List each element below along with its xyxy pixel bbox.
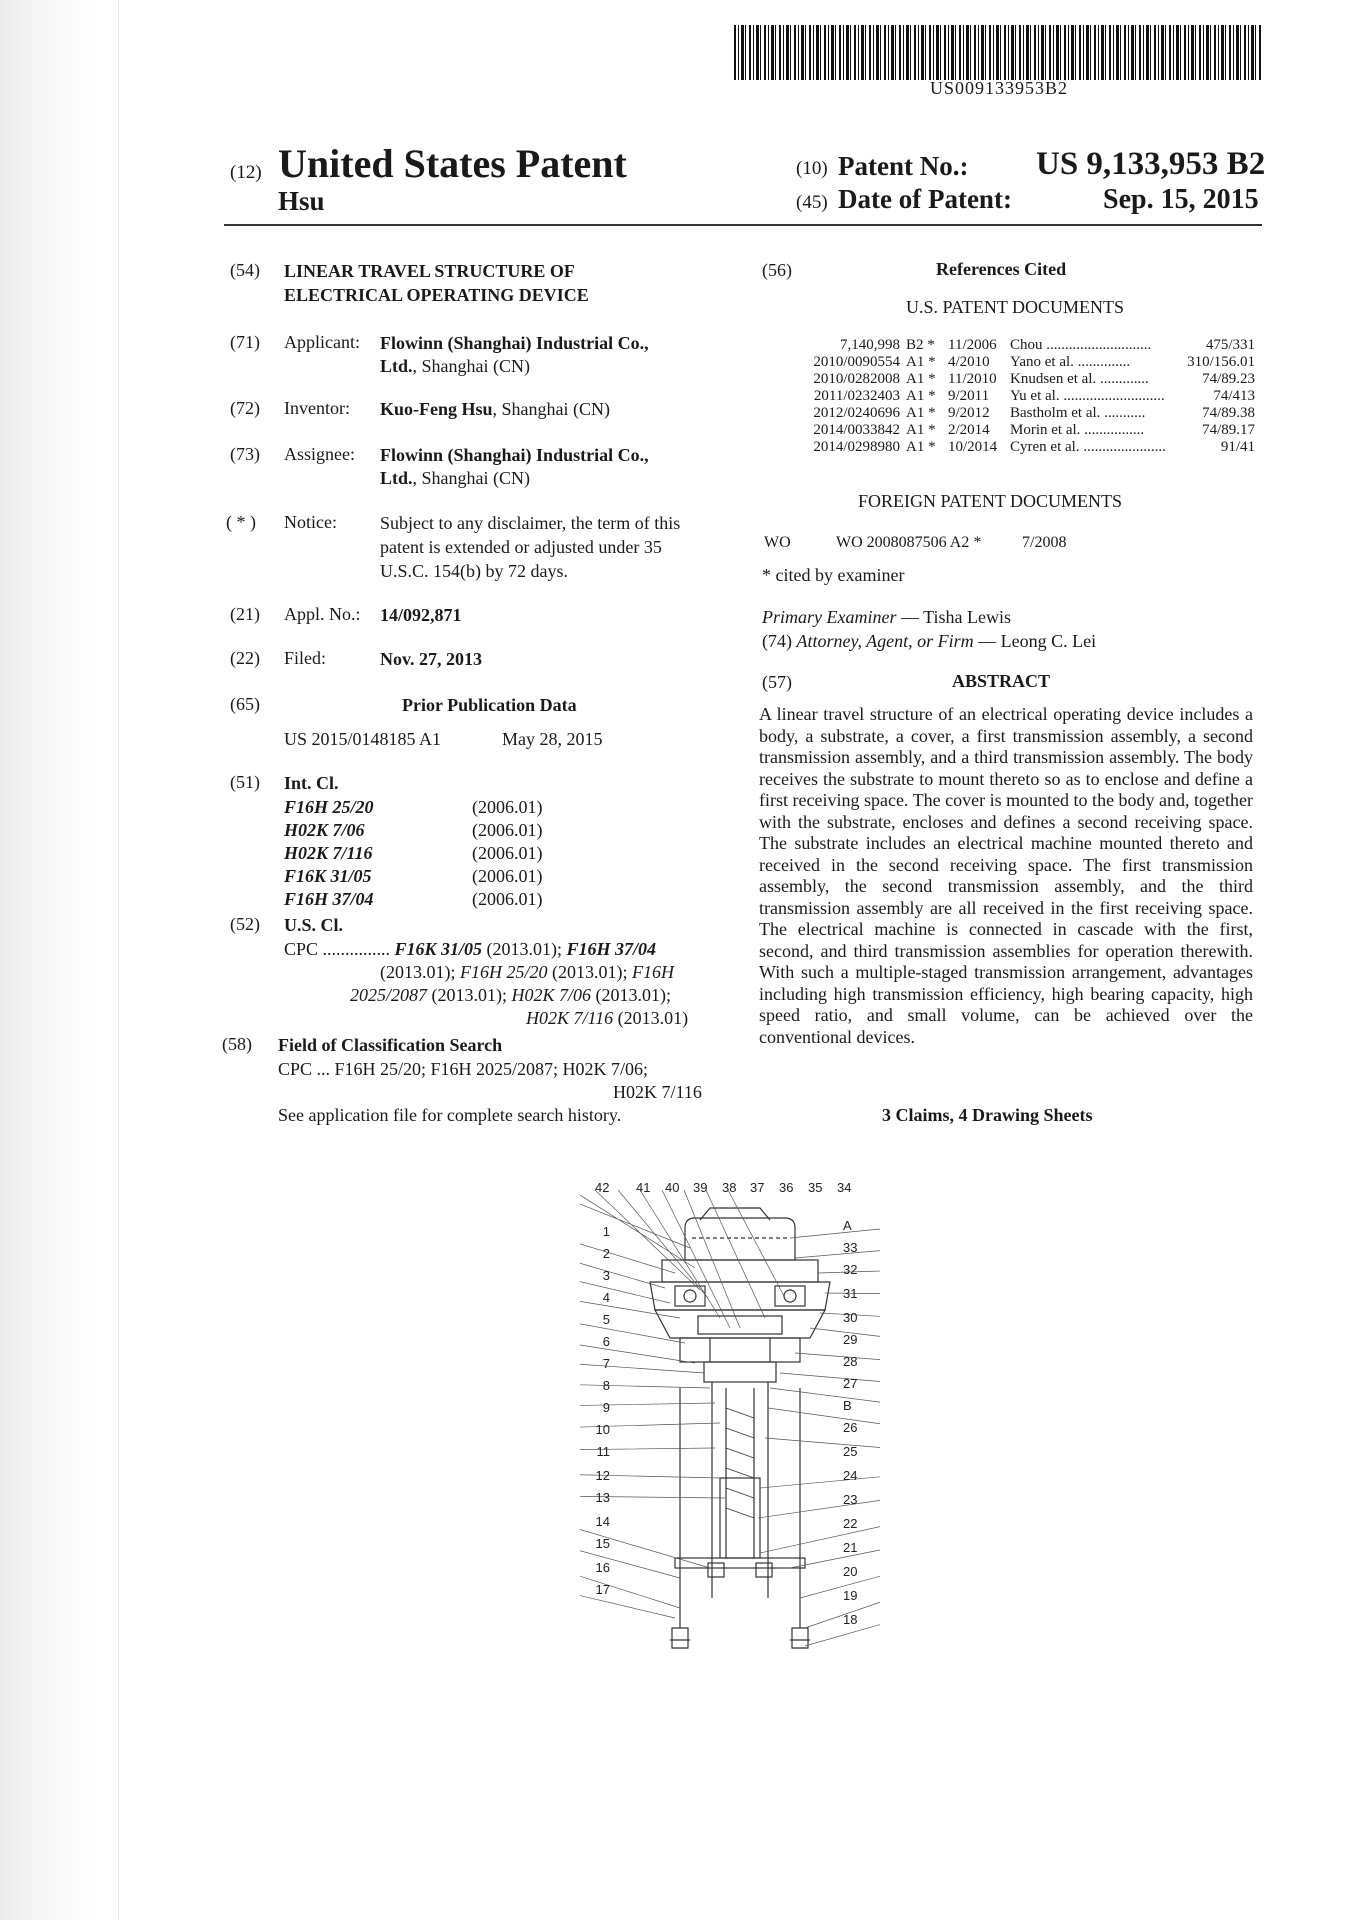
cpc-line-1 xyxy=(284,938,656,960)
callout-top: 39 xyxy=(693,1180,708,1195)
assignee-location: , Shanghai (CN) xyxy=(412,468,530,488)
bearing-housing xyxy=(680,1338,800,1362)
filed-label: Filed: xyxy=(284,648,327,668)
attorney-line xyxy=(762,630,1096,652)
reference-number: 2010/0282008 xyxy=(813,371,900,387)
code-71: (71) xyxy=(230,332,260,352)
callout-top: 35 xyxy=(808,1180,823,1195)
cpc-class: F16H xyxy=(632,962,674,982)
code-73: (73) xyxy=(230,444,260,464)
callout-right: B xyxy=(843,1398,852,1413)
reference-leader: ................ xyxy=(1080,422,1145,438)
code-74: (74) xyxy=(762,631,792,651)
int-cl-version: (2006.01) xyxy=(472,866,543,886)
reference-inventor-name: Knudsen et al. xyxy=(1010,371,1097,387)
field-of-search-line-1: CPC ... F16H 25/20; F16H 2025/2087; H02K 7/06; xyxy=(278,1059,649,1079)
appl-no: 14/092,871 xyxy=(380,605,462,625)
date-of-patent-label: Date of Patent: xyxy=(838,184,1012,214)
field-of-search-line-2: H02K 7/116 xyxy=(613,1082,702,1102)
callout-left: 4 xyxy=(602,1290,610,1305)
reference-date: 4/2010 xyxy=(948,354,990,370)
prior-publication-number: US 2015/0148185 A1 xyxy=(284,729,442,749)
code-54: (54) xyxy=(230,260,260,280)
reference-number: 2011/0232403 xyxy=(813,388,900,404)
cited-by-examiner-note: * cited by examiner xyxy=(762,565,905,585)
reference-number: 2012/0240696 xyxy=(813,405,900,421)
code-65: (65) xyxy=(230,694,260,714)
reference-number: 2014/0033842 xyxy=(813,422,900,438)
code-51: (51) xyxy=(230,772,260,792)
reference-class: 475/331 xyxy=(1205,337,1255,353)
callout-top: 34 xyxy=(837,1180,852,1195)
filed-date: Nov. 27, 2013 xyxy=(380,649,483,669)
assignee-name: Flowinn (Shanghai) Industrial Co., xyxy=(380,445,649,465)
callout-right: 30 xyxy=(843,1310,858,1325)
cpc-prefix: CPC ............... xyxy=(284,939,391,959)
front-page-drawing xyxy=(580,1178,880,1668)
notice-line-2: patent is extended or adjusted under 35 xyxy=(380,537,662,557)
reference-date: 11/2010 xyxy=(948,371,997,387)
callout-right: 28 xyxy=(843,1354,858,1369)
callout-top: 36 xyxy=(779,1180,794,1195)
reference-inventor xyxy=(1010,371,1149,388)
callout-left: 7 xyxy=(602,1356,610,1371)
callout-top: 42 xyxy=(595,1180,610,1195)
int-cl-class: F16H 37/04 xyxy=(284,889,374,909)
reference-leader: ............................ xyxy=(1042,337,1152,353)
reference-inventor xyxy=(1010,337,1151,354)
code-45: (45) xyxy=(796,192,828,213)
cpc-version: (2013.01); xyxy=(482,939,567,959)
motor-cover xyxy=(685,1218,795,1260)
callout-right: 19 xyxy=(843,1588,858,1603)
reference-inventor xyxy=(1010,422,1144,439)
reference-number: 2010/0090554 xyxy=(813,354,900,370)
code-72: (72) xyxy=(230,398,260,418)
callout-left: 10 xyxy=(595,1422,610,1437)
cpc-class: F16H 25/20 xyxy=(460,962,548,982)
reference-kind: A1 * xyxy=(906,439,936,455)
callout-left: 2 xyxy=(602,1246,610,1261)
callout-right: 31 xyxy=(843,1286,858,1301)
barcode xyxy=(734,25,1262,80)
cpc-version: (2013.01); xyxy=(427,985,512,1005)
support-rod xyxy=(680,1388,800,1628)
assignee-label: Assignee: xyxy=(284,444,355,464)
callout-right: 20 xyxy=(843,1564,858,1579)
cpc-line-2 xyxy=(380,961,674,983)
reference-leader: ...................... xyxy=(1079,439,1166,455)
callout-right: 23 xyxy=(843,1492,858,1507)
cpc-line-3 xyxy=(350,984,671,1006)
code-21: (21) xyxy=(230,604,260,624)
int-cl-version: (2006.01) xyxy=(472,820,543,840)
reference-inventor-name: Yu et al. xyxy=(1010,388,1060,404)
reference-inventor-name: Yano et al. xyxy=(1010,354,1074,370)
reference-inventor xyxy=(1010,405,1145,422)
code-56: (56) xyxy=(762,260,792,280)
field-of-search-note: See application file for complete search history. xyxy=(278,1105,622,1125)
patent-number: US 9,133,953 B2 xyxy=(1036,146,1266,182)
reference-kind: A1 * xyxy=(906,388,936,404)
int-cl-version: (2006.01) xyxy=(472,889,543,909)
int-cl-class: H02K 7/06 xyxy=(284,820,365,840)
callout-left: 13 xyxy=(595,1490,610,1505)
callout-left: 1 xyxy=(602,1224,610,1239)
foreign-reference-country: WO xyxy=(764,534,791,551)
foreign-patent-documents-heading: FOREIGN PATENT DOCUMENTS xyxy=(858,491,1123,511)
callout-left: 3 xyxy=(602,1268,610,1283)
reference-date: 9/2012 xyxy=(948,405,990,421)
scan-page-edge xyxy=(118,0,119,1920)
reference-leader: ........................... xyxy=(1059,388,1165,404)
code-12: (12) xyxy=(230,162,262,183)
callout-left: 8 xyxy=(602,1378,610,1393)
primary-examiner-name: — Tisha Lewis xyxy=(896,607,1012,627)
reference-class: 74/89.17 xyxy=(1202,422,1255,438)
reference-number: 7,140,998 xyxy=(840,337,900,353)
reference-kind: B2 * xyxy=(906,337,935,353)
callout-right: 25 xyxy=(843,1444,858,1459)
prior-publication-date: May 28, 2015 xyxy=(502,729,603,749)
int-cl-version: (2006.01) xyxy=(472,843,543,863)
field-of-search-heading: Field of Classification Search xyxy=(278,1035,503,1055)
callout-left: 15 xyxy=(595,1536,610,1551)
right-leader-lines xyxy=(758,1226,880,1646)
reference-kind: A1 * xyxy=(906,405,936,421)
notice-line-1: Subject to any disclaimer, the term of this xyxy=(380,513,681,533)
callout-top: 38 xyxy=(722,1180,737,1195)
callout-left: 17 xyxy=(595,1582,610,1597)
reference-date: 11/2006 xyxy=(948,337,997,353)
applicant-name-suffix: Ltd. xyxy=(380,356,413,376)
us-patent-documents-heading: U.S. PATENT DOCUMENTS xyxy=(906,297,1125,317)
int-cl-class: F16H 25/20 xyxy=(284,797,374,817)
reference-kind: A1 * xyxy=(906,371,936,387)
reference-class: 74/89.23 xyxy=(1202,371,1255,387)
callout-left: 6 xyxy=(602,1334,610,1349)
code-58: (58) xyxy=(222,1034,252,1054)
code-10: (10) xyxy=(796,158,828,179)
top-leader-lines xyxy=(580,1190,785,1328)
callout-right: 21 xyxy=(843,1540,858,1555)
inventor-surname: Hsu xyxy=(278,186,325,216)
primary-examiner-line xyxy=(762,606,1011,628)
callout-left: 9 xyxy=(602,1400,610,1415)
inventor-line xyxy=(380,398,610,420)
applicant-location: , Shanghai (CN) xyxy=(412,356,530,376)
patent-no-label: Patent No.: xyxy=(838,151,969,181)
invention-title-line-1: LINEAR TRAVEL STRUCTURE OF xyxy=(284,261,575,281)
foreign-reference-date: 7/2008 xyxy=(1022,534,1067,551)
callout-left: 5 xyxy=(602,1312,610,1327)
cpc-version: (2013.01); xyxy=(547,962,632,982)
callout-right: A xyxy=(843,1218,852,1233)
reference-class: 91/41 xyxy=(1220,439,1255,455)
attorney-name: — Leong C. Lei xyxy=(973,631,1097,651)
reference-class: 310/156.01 xyxy=(1187,354,1255,370)
callout-left: 16 xyxy=(595,1560,610,1575)
callout-top: 37 xyxy=(750,1180,765,1195)
callout-right: 29 xyxy=(843,1332,858,1347)
int-cl-heading: Int. Cl. xyxy=(284,773,339,793)
reference-leader: .............. xyxy=(1073,354,1131,370)
references-cited-heading: References Cited xyxy=(936,259,1067,279)
mounting-foot xyxy=(672,1628,808,1648)
invention-title-line-2: ELECTRICAL OPERATING DEVICE xyxy=(284,285,589,305)
notice-label: Notice: xyxy=(284,512,337,532)
code-52: (52) xyxy=(230,914,260,934)
applicant-name: Flowinn (Shanghai) Industrial Co., xyxy=(380,333,649,353)
inventor-label: Inventor: xyxy=(284,398,350,418)
int-cl-version: (2006.01) xyxy=(472,797,543,817)
callout-right: 32 xyxy=(843,1262,858,1277)
inventor-name: Kuo-Feng Hsu xyxy=(380,399,493,419)
reference-class: 74/413 xyxy=(1213,388,1255,404)
code-notice: ( * ) xyxy=(226,512,256,532)
cpc-class: 2025/2087 xyxy=(350,985,428,1005)
cpc-class: F16H 37/04 xyxy=(566,939,657,959)
primary-examiner-label: Primary Examiner xyxy=(762,607,897,627)
abstract-heading: ABSTRACT xyxy=(952,671,1051,691)
applicant-label: Applicant: xyxy=(284,332,360,352)
cpc-line-4 xyxy=(526,1007,688,1029)
callout-top: 41 xyxy=(636,1180,651,1195)
applicant-line-2 xyxy=(380,355,530,377)
us-cl-heading: U.S. Cl. xyxy=(284,915,344,935)
reference-kind: A1 * xyxy=(906,354,936,370)
code-22: (22) xyxy=(230,648,260,668)
cpc-version: (2013.01); xyxy=(591,985,672,1005)
notice-line-3: U.S.C. 154(b) by 72 days. xyxy=(380,561,568,581)
cpc-class: H02K 7/116 xyxy=(526,1008,614,1028)
assignee-line-2 xyxy=(380,467,530,489)
callout-right: 24 xyxy=(843,1468,858,1483)
callout-right: 26 xyxy=(843,1420,858,1435)
claims-summary: 3 Claims, 4 Drawing Sheets xyxy=(882,1105,1093,1125)
reference-inventor xyxy=(1010,354,1130,371)
callout-left: 11 xyxy=(596,1444,610,1459)
callout-left: 14 xyxy=(595,1514,610,1529)
prior-publication-heading: Prior Publication Data xyxy=(402,695,577,715)
cpc-class: F16K 31/05 xyxy=(394,939,483,959)
appl-no-label: Appl. No.: xyxy=(284,604,361,624)
callout-right: 18 xyxy=(843,1612,858,1627)
scan-margin-shadow xyxy=(0,0,95,1920)
foreign-reference-number: WO 2008087506 A2 * xyxy=(836,534,982,551)
header-divider xyxy=(224,224,1262,226)
int-cl-class: H02K 7/116 xyxy=(284,843,373,863)
abstract-body: A linear travel structure of an electrical operating device includes a body, a substrate, a cover, a first transmission assembly, a second transmission assembly, and a third transmission assembly. The body receives the substrate to mount thereto so as to enclose and define a first receiving space. The cover is mounted to the body and, together with the substrate, encloses and defines a second receiving space. The substrate includes an electrical machine mounted thereto and received in the second receiving space. The first transmission assembly, the second transmission assembly, and the third transmission assembly are all received in the first receiving space. The electrical machine is connected in cascade with the first, second, and third transmission assemblies for operation therewith. With such a multiple-staged transmission arrangement, advantages including high transmission efficiency, high bearing capacity, high speed ratio, and small volume, can be achieved over the conventional devices. xyxy=(759,704,1254,1047)
reference-leader: ............. xyxy=(1096,371,1149,387)
callout-top: 40 xyxy=(665,1180,680,1195)
reference-date: 10/2014 xyxy=(948,439,998,455)
reference-leader: ........... xyxy=(1100,405,1146,421)
assignee-name-suffix: Ltd. xyxy=(380,468,413,488)
callout-right: 27 xyxy=(843,1376,858,1391)
barcode-number: US009133953B2 xyxy=(930,78,1069,98)
reference-inventor-name: Cyren et al. xyxy=(1010,439,1080,455)
reference-date: 2/2014 xyxy=(948,422,990,438)
reference-number: 2014/0298980 xyxy=(813,439,900,455)
attorney-label: Attorney, Agent, or Firm xyxy=(796,631,974,651)
reference-class: 74/89.38 xyxy=(1202,405,1255,421)
reference-inventor-name: Chou xyxy=(1010,337,1043,353)
reference-date: 9/2011 xyxy=(948,388,990,404)
code-57: (57) xyxy=(762,672,792,692)
cpc-class: H02K 7/06 xyxy=(511,985,592,1005)
callout-right: 22 xyxy=(843,1516,858,1531)
callout-right: 33 xyxy=(843,1240,858,1255)
reference-inventor-name: Bastholm et al. xyxy=(1010,405,1101,421)
inventor-location: , Shanghai (CN) xyxy=(492,399,611,419)
reference-kind: A1 * xyxy=(906,422,936,438)
reference-inventor-name: Morin et al. xyxy=(1010,422,1081,438)
patent-type-title: United States Patent xyxy=(278,141,627,186)
callout-left: 12 xyxy=(595,1468,610,1483)
cpc-version: (2013.01); xyxy=(380,962,460,982)
int-cl-class: F16K 31/05 xyxy=(284,866,372,886)
date-of-patent: Sep. 15, 2015 xyxy=(1103,184,1259,215)
cpc-version: (2013.01) xyxy=(613,1008,689,1028)
